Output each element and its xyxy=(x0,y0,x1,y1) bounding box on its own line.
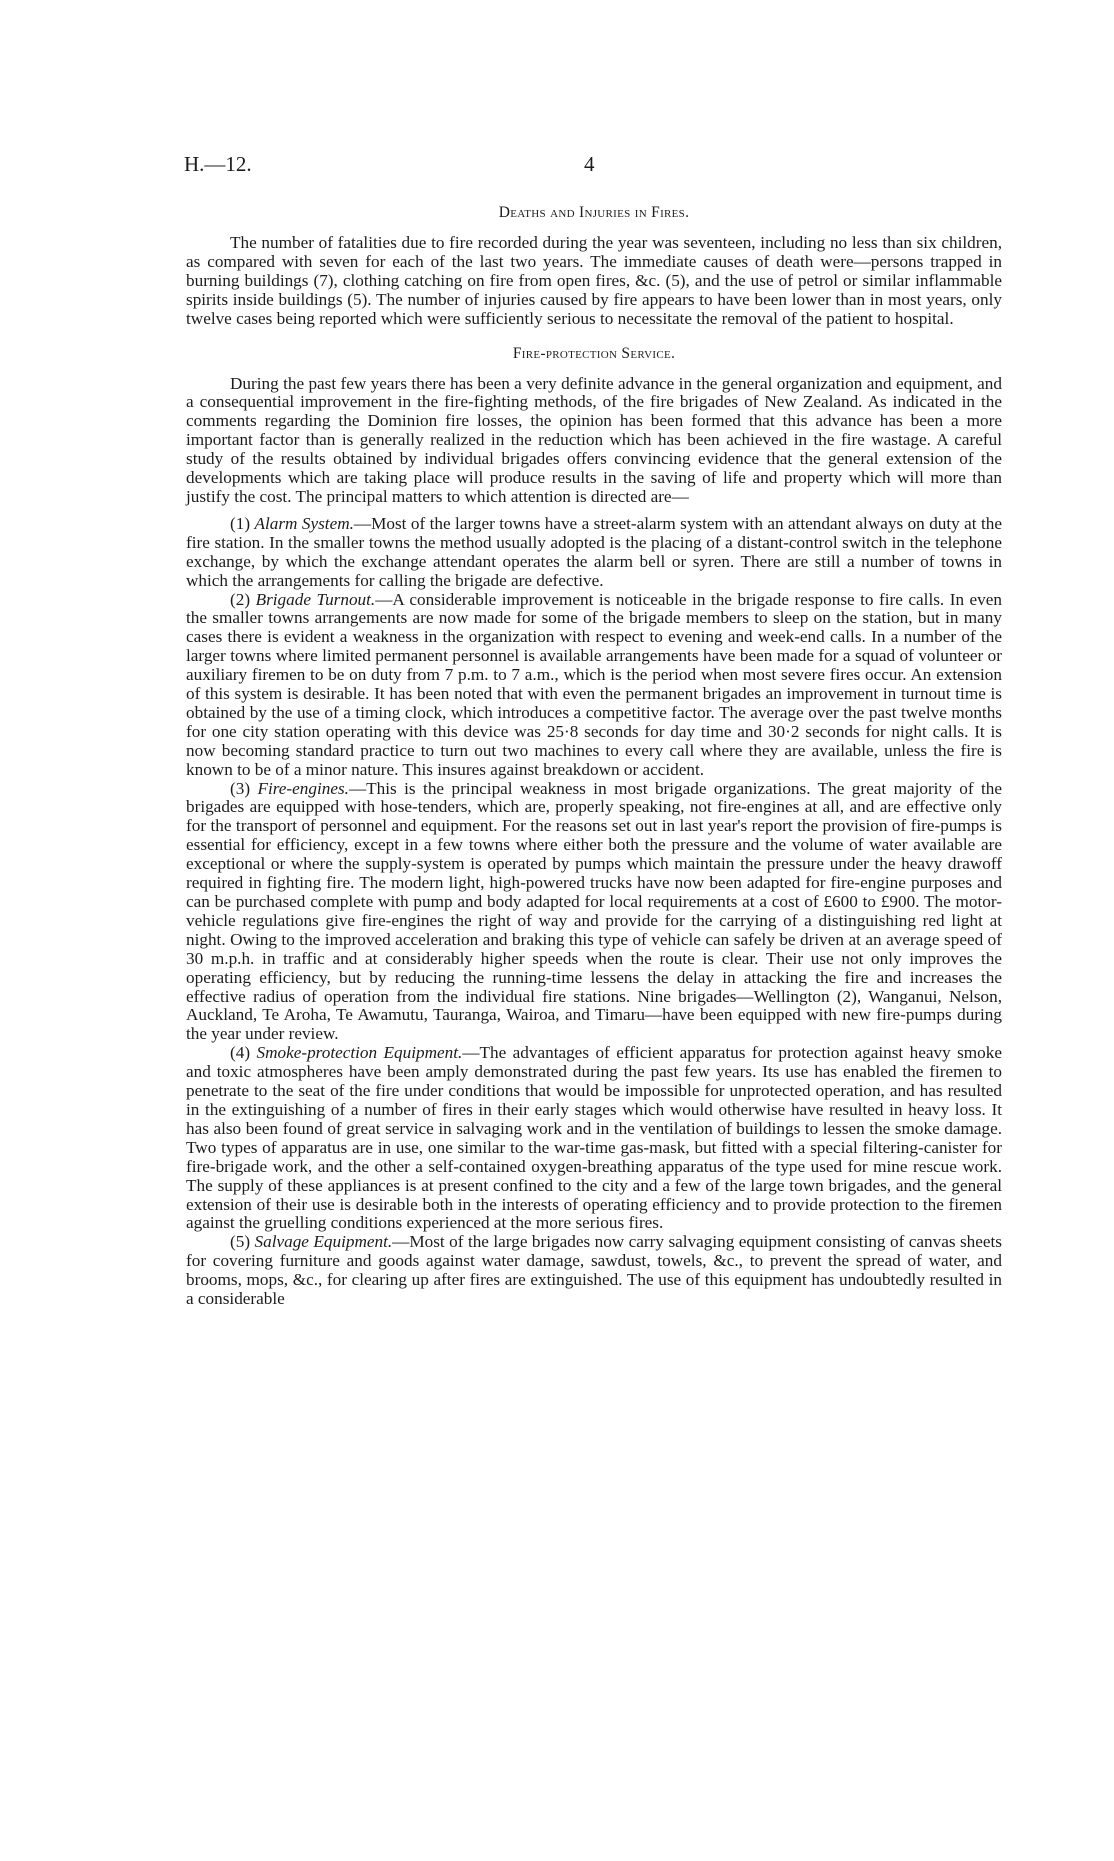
paragraph-smoke-protection xyxy=(186,1044,1002,1233)
page-number: 4 xyxy=(584,152,595,176)
item-number: (5) xyxy=(230,1232,251,1252)
item-title: Alarm System. xyxy=(254,513,354,533)
item-text: —The advantages of efficient apparatus for protection against heavy smoke and toxic atmospheres have been amply demonstrated during the past few years. Its use has enabled the firemen to penetrate to the seat of the fire under conditions that would be impossible for unprotected operation, and has resulted in the extinguishing of a number of fires in their early stages which would otherwise have resulted in heavy loss. It has also been found of great service in salvaging work and in the ventilation of buildings to lessen the smoke damage. Two types of apparatus are in use, one similar to the war-time gas-mask, but fitted with a special filtering-canister for fire-brigade work, and the other a self-contained oxygen-breathing apparatus of the type used for mine rescue work. The supply of these appliances is at present confined to the city and a few of the large town brigades, and the general extension of their use is desirable both in the interests of operating efficiency and to provide protection to the firemen against the gruelling conditions experienced at the more serious fires. xyxy=(186,1043,1002,1233)
paragraph-brigade-turnout xyxy=(186,591,1002,780)
paragraph-intro: During the past few years there has been a very definite advance in the general organization and equipment, and a consequential improvement in the fire-fighting methods, of the fire brigades of New Zealand. As indicated in the comments regarding the Dominion fire losses, the opinion has been formed that this advance has been a more important factor than is generally realized in the reduction which has been achieved in the fire wastage. A careful study of the results obtained by individual brigades offers convincing evidence that the general extension of the developments which are taking place will produce results in the saving of life and property which will more than justify the cost. The principal matters to which attention is directed are— xyxy=(186,373,1002,506)
item-number: (3) xyxy=(230,778,251,798)
document-reference: H.—12. xyxy=(184,152,252,176)
section-heading-fire-protection: Fire-protection Service. xyxy=(512,344,676,362)
item-title: Fire-engines. xyxy=(257,778,349,798)
page-header xyxy=(184,152,1004,182)
item-number: (2) xyxy=(230,589,251,609)
item-text: —Most of the larger towns have a street-alarm system with an attendant always on duty at the fire station. In the smaller towns the method usually adopted is the placing of a distant-control switch in the telephone exchange, by which the exchange attendant operates the alarm bell or syren. There are still a number of towns in which the arrangements for calling the brigade are defective. xyxy=(186,513,1003,590)
paragraph-fire-engines xyxy=(186,780,1002,1045)
item-number: (4) xyxy=(230,1043,251,1063)
item-title: Salvage Equipment. xyxy=(254,1232,393,1252)
item-number: (1) xyxy=(230,513,251,533)
paragraph-alarm-system xyxy=(186,515,1002,591)
section-heading-deaths: Deaths and Injuries in Fires. xyxy=(498,204,690,221)
paragraph-deaths: The number of fatalities due to fire recorded during the year was seventeen, including no less than six children, as compared with seven for each of the last two years. The immediate causes of death were—persons trapped in burning buildings (7), clothing catching on fire from open fires, &c. (5), and the use of petrol or similar inflammable spirits inside buildings (5). The number of injuries caused by fire appears to have been lower than in most years, only twelve cases being reported which were sufficiently serious to necessitate the removal of the patient to hospital. xyxy=(186,233,1002,328)
item-title: Brigade Turnout. xyxy=(255,589,376,609)
item-title: Smoke-protection Equipment. xyxy=(256,1043,463,1063)
item-text: —A considerable improvement is noticeable in the brigade response to fire calls. In even the smaller towns arrangements are now made for some of the brigade members to sleep on the station, but in many cases there is evident a weakness in the organization with respect to evening and week-end calls. In a number of the larger towns where limited permanent personnel is available arrangements have been made for a squad of volunteer or auxiliary firemen to be on duty from 7 p.m. to 7 a.m., which is the period when most severe fires occur. An extension of this system is desirable. It has been noted that with even the permanent brigades an improvement in turnout time is obtained by the use of a timing clock, which introduces a competitive factor. The average over the past twelve months for one city station operating with this device was 25·8 seconds for day time and 30·2 seconds for night calls. It is now becoming standard practice to turn out two machines to every call where they are available, unless the fire is known to be of a minor nature. This insures against breakdown or accident. xyxy=(186,589,1003,779)
page-body xyxy=(186,198,1002,1309)
item-text: —Most of the large brigades now carry salvaging equipment consisting of canvas sheets for covering furniture and goods against water damage, sawdust, towels, &c., to prevent the spread of water, and brooms, mops, &c., for clearing up after fires are extinguished. The use of this equipment has undoubtedly resulted in a considerable xyxy=(186,1232,1002,1309)
paragraph-salvage-equipment xyxy=(186,1233,1002,1309)
item-text: —This is the principal weakness in most brigade organizations. The great majority of the brigades are equipped with hose-tenders, which are, properly speaking, not fire-engines at all, and are effective only for the transport of personnel and equipment. For the reasons set out in last year's report the provision of fire-pumps is essential for efficiency, except in a few towns where either both the pressure and the volume of water available are exceptional or where the supply-system is operated by pumps which maintain the pressure under the heavy drawoff required in fighting fire. The modern light, high-powered trucks have now been adapted for fire-engine purposes and can be purchased complete with pump and body adapted for local requirements at a cost of £600 to £900. The motor-vehicle regulations give fire-engines the right of way and provide for the carrying of a distinguishing red light at night. Owing to the improved acceleration and braking this type of vehicle can safely be driven at an average speed of 30 m.p.h. in traffic and at considerably higher speeds when the route is clear. Their use not only improves the operating efficiency, but by reducing the running-time lessens the delay in attacking the fire and increases the effective radius of operation from the individual fire stations. Nine brigades—Wellington (2), Wanganui, Nelson, Auckland, Te Aroha, Te Awamutu, Tauranga, Wairoa, and Timaru—have been equipped with new fire-pumps during the year under review. xyxy=(186,778,1002,1044)
